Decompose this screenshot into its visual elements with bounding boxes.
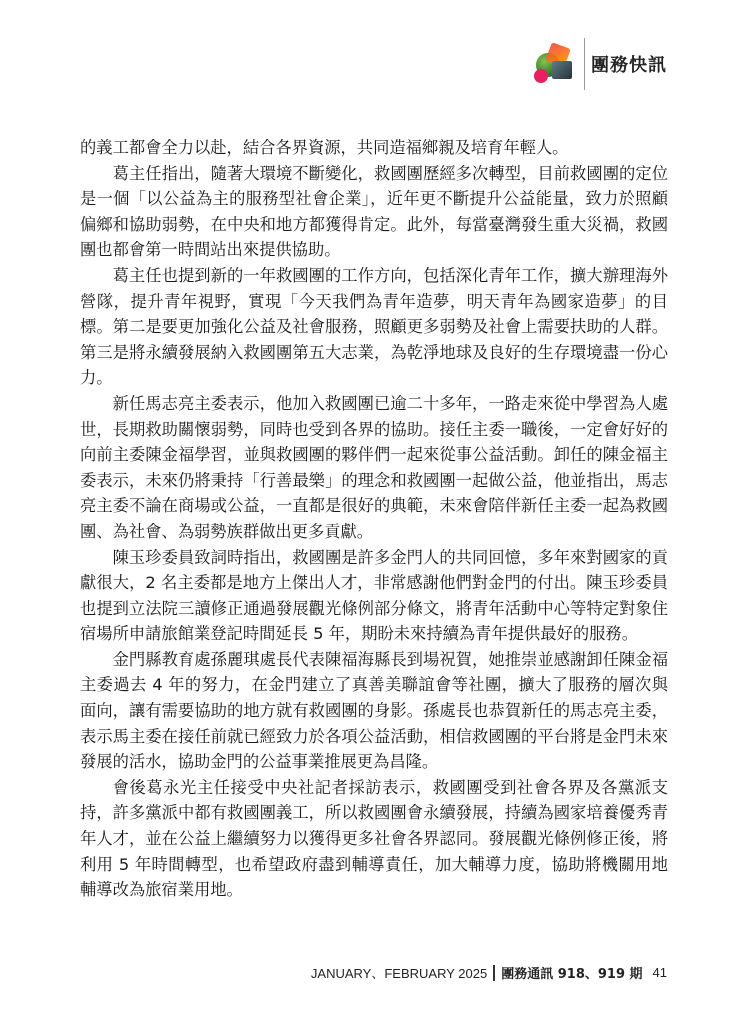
page-footer	[311, 963, 667, 982]
tiles-logo-icon	[532, 41, 578, 87]
publication-name: 團務通訊 918、919 期	[501, 967, 643, 982]
section-title: 團務快訊	[591, 55, 667, 76]
section-header	[532, 38, 667, 90]
article-body	[80, 135, 668, 903]
paragraph: 葛主任指出，隨著大環境不斷變化，救國團歷經多次轉型，目前救國團的定位是一個「以公益為主的服務型社會企業」，近年更不斷提升公益能量，致力於照顧偏鄉和協助弱勢，在中央和地方都獲得肯定。此外，每當臺灣發生重大災禍，救國團也都會第一時間站出來提供協助。	[80, 163, 668, 260]
paragraph: 金門縣教育處孫麗琪處長代表陳福海縣長到場祝賀，她推崇並感謝卸任陳金福主委過去 4 年的努力，在金門建立了真善美聯誼會等社團，擴大了服務的層次與面向，讓有需要協助的地方就有救國團的身影。孫處長也恭賀新任的馬志亮主委，表示馬主委在接任前就已經致力於各項公益活動，相信救國團的平台將是金門未來發展的活水，協助金門的公益事業推展更為昌隆。	[80, 649, 668, 772]
paragraph: 陳玉珍委員致詞時指出，救國團是許多金門人的共同回憶，多年來對國家的貢獻很大，2 名主委都是地方上傑出人才，非常感謝他們對金門的付出。陳玉珍委員也提到立法院三讀修正通過發展觀光條例部分條文，將青年活動中心等特定對象住宿場所申請旅館業登記時間延長 5 年，期盼未來持續為青年提供最好的服務。	[80, 547, 668, 644]
paragraph-continued: 的義工都會全力以赴，結合各界資源，共同造福鄉親及培育年輕人。	[80, 138, 569, 157]
footer-divider	[493, 965, 495, 981]
issue-date: JANUARY、FEBRUARY 2025	[310, 966, 488, 981]
paragraph: 會後葛永光主任接受中央社記者採訪表示，救國團受到社會各界及各黨派支持，許多黨派中都有救國團義工，所以救國團會永續發展，持續為國家培養優秀青年人才，並在公益上繼續努力以獲得更多社會各界認同。發展觀光條例修正後，將利用 5 年時間轉型，也希望政府盡到輔導責任，加大輔導力度，協助將機關用地輔導改為旅宿業用地。	[80, 777, 668, 900]
page-number: 41	[652, 965, 667, 980]
paragraph: 新任馬志亮主委表示，他加入救國團已逾二十多年，一路走來從中學習為人處世，長期救助關懷弱勢，同時也受到各界的協助。接任主委一職後，一定會好好的向前主委陳金福學習，並與救國團的夥伴們一起來從事公益活動。卸任的陳金福主委表示，未來仍將秉持「行善最樂」的理念和救國團一起做公益，他並指出，馬志亮主委不論在商場或公益，一直都是很好的典範，未來會陪伴新任主委一起為救國團、為社會、為弱勢族群做出更多貢獻。	[80, 393, 668, 541]
paragraph: 葛主任也提到新的一年救國團的工作方向，包括深化青年工作，擴大辦理海外營隊，提升青年視野，實現「今天我們為青年造夢，明天青年為國家造夢」的目標。第二是要更加強化公益及社會服務，照顧更多弱勢及社會上需要扶助的人群。第三是將永續發展納入救國團第五大志業，為乾淨地球及良好的生存環境盡一份心力。	[80, 265, 668, 388]
header-divider	[584, 38, 585, 90]
